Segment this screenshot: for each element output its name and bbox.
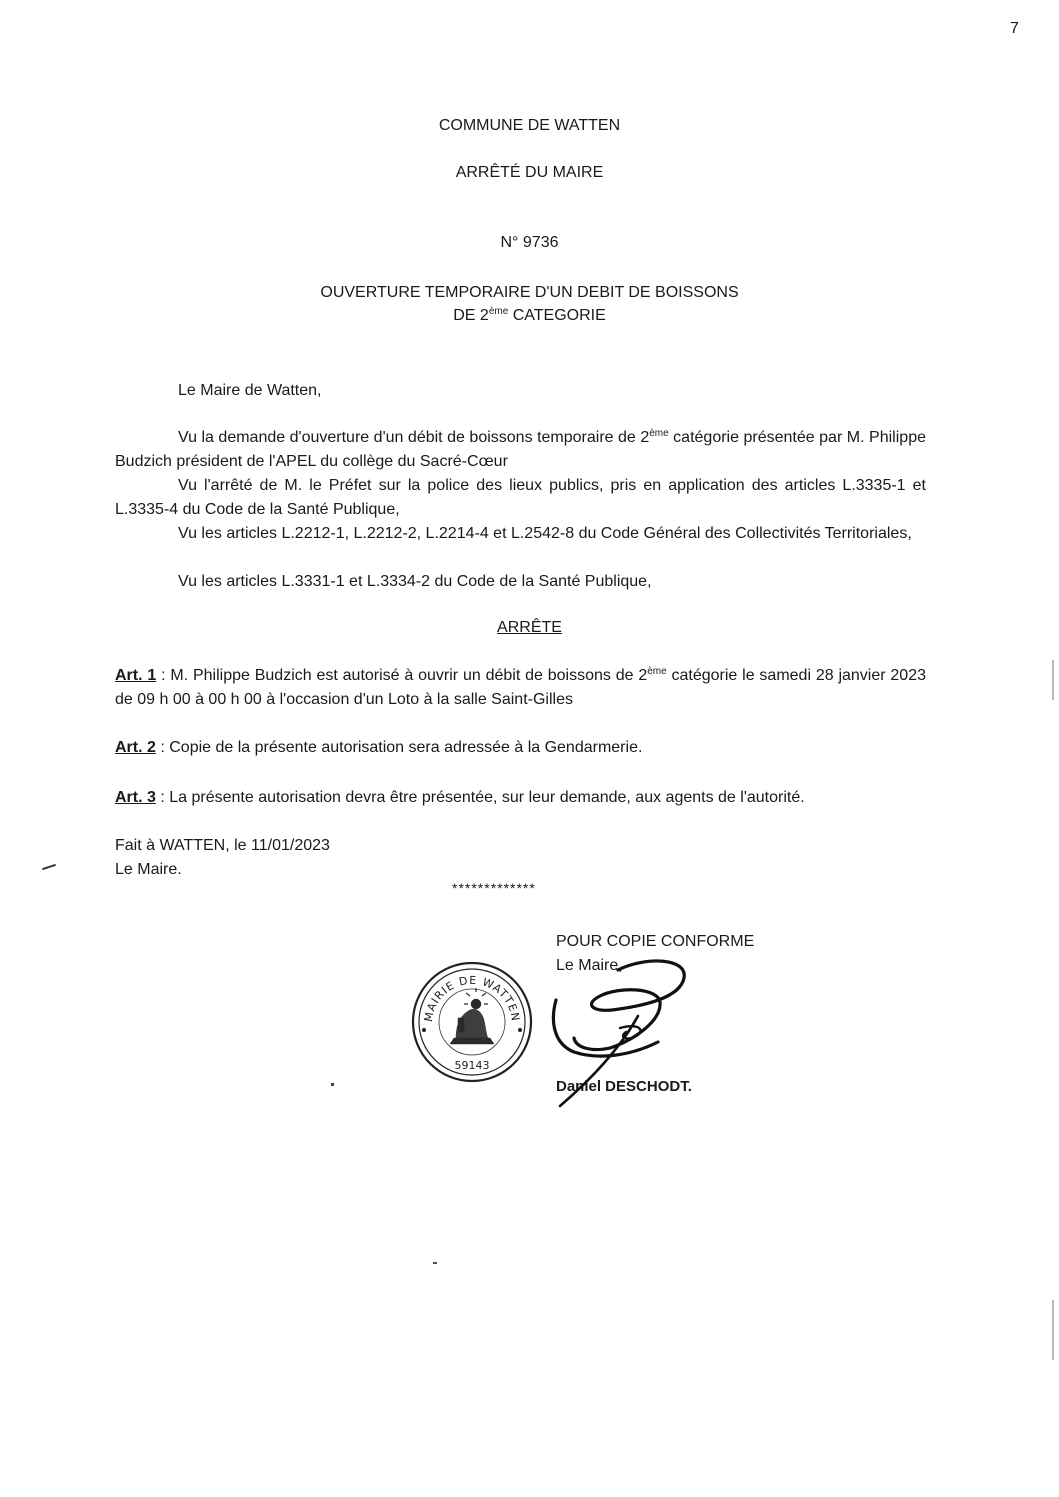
vu1-suffix: catégorie présentée par M. Philippe Budzich président de l'APEL du collège du Sacré-Cœur — [115, 429, 926, 470]
title-line-2-prefix: DE 2 — [453, 307, 489, 324]
scan-speck — [331, 1083, 334, 1086]
preamble-intro: Le Maire de Watten, — [178, 382, 322, 399]
scan-speck — [42, 864, 56, 870]
article-3-text: : La présente autorisation devra être présentée, sur leur demande, aux agents de l'autorité. — [155, 789, 805, 806]
arrete-number: N° 9736 — [500, 234, 559, 251]
title-line-2-suffix: CATEGORIE — [508, 307, 606, 324]
article-3 — [115, 786, 805, 810]
article-1-label: Art. 1 — [115, 667, 157, 684]
article-1-prefix: : M. Philippe Budzich est autorisé à ouvrir un débit de boissons de 2 — [156, 667, 648, 684]
title-line-1: OUVERTURE TEMPORAIRE D'UN DEBIT DE BOISSONS — [320, 284, 739, 301]
article-3-label: Art. 3 — [115, 789, 156, 806]
signatory-name: Daniel DESCHODT. — [556, 1078, 692, 1095]
article-2 — [115, 736, 642, 760]
article-1-sup: ème — [647, 666, 667, 677]
article-1 — [115, 664, 926, 712]
seal-postal-code: 59143 — [454, 1059, 490, 1072]
pour-copie-conforme: POUR COPIE CONFORME — [556, 933, 755, 950]
separator-stars: ************* — [452, 880, 536, 896]
article-1-suffix: catégorie le samedi 28 janvier 2023 de 09 h 00 à 00 h 00 à l'occasion d'un Loto à la salle Saint-Gilles — [115, 667, 927, 708]
vu-paragraph-1 — [115, 426, 926, 474]
article-2-text: : Copie de la présente autorisation sera adressée à la Gendarmerie. — [155, 739, 643, 756]
article-2-label: Art. 2 — [115, 739, 156, 756]
commune-heading: COMMUNE DE WATTEN — [438, 117, 621, 134]
title-line-2-sup: ème — [488, 306, 509, 317]
arrete-heading — [0, 619, 1059, 637]
vu-paragraph-4: Vu les articles L.3331-1 et L.3334-2 du Code de la Santé Publique, — [178, 573, 652, 590]
certification-le-maire: Le Maire, — [556, 957, 623, 974]
scan-speck — [433, 1262, 437, 1264]
mairie-seal-icon — [410, 960, 534, 1084]
document-type: ARRÊTÉ DU MAIRE — [455, 164, 604, 181]
page-number: 7 — [1010, 20, 1019, 37]
scan-speck — [1052, 660, 1054, 700]
vu1-sup: ème — [649, 428, 669, 439]
scan-speck — [1052, 1300, 1054, 1360]
mayor-signature-icon — [548, 952, 698, 1112]
vu-paragraph-3: Vu les articles L.2212-1, L.2212-2, L.2214-4 et L.2542-8 du Code Général des Collectivités Territoriales, — [178, 525, 912, 542]
title-line-2 — [0, 307, 1059, 325]
seal-top-text: MAIRIE DE WATTEN — [421, 973, 523, 1023]
arrete-heading-text: ARRÊTE — [497, 619, 562, 636]
vu-paragraph-2: Vu l'arrêté de M. le Préfet sur la police des lieux publics, pris en application des articles L.3335-1 et L.3335-4 du Code de la Santé Publique, — [115, 477, 926, 518]
vu1-prefix: Vu la demande d'ouverture d'un débit de boissons temporaire de 2 — [178, 429, 650, 446]
fait-a-watten: Fait à WATTEN, le 11/01/2023 — [115, 837, 330, 854]
closing-le-maire: Le Maire. — [115, 861, 182, 878]
